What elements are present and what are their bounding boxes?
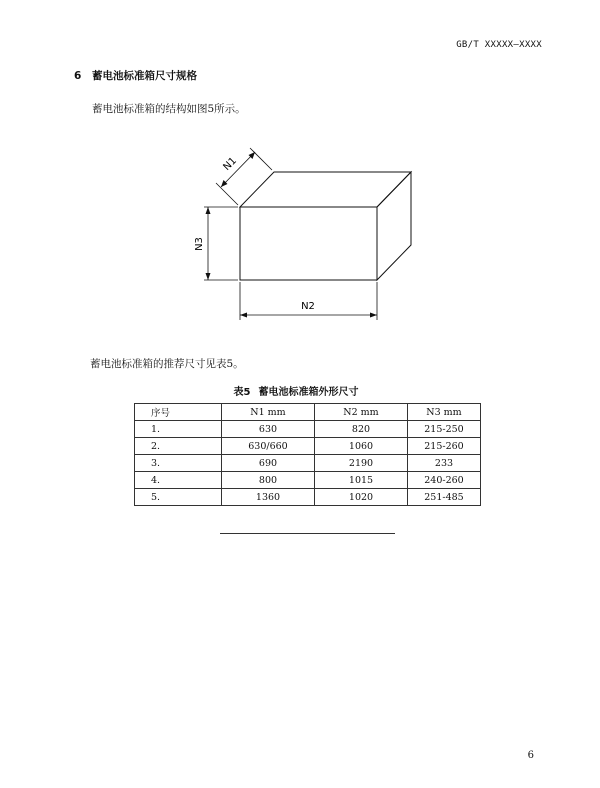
- box-front-face: [240, 207, 377, 280]
- section-heading: [74, 68, 197, 83]
- cell-index: 4.: [135, 472, 222, 489]
- table-row: [135, 421, 481, 438]
- n1-ext-far: [250, 148, 272, 170]
- table-caption-number: 表5: [233, 387, 251, 398]
- cell-n3: 240-260: [408, 472, 481, 489]
- header-n1: N1 mm: [222, 404, 315, 421]
- cell-index: 1.: [135, 421, 222, 438]
- battery-box-figure: [190, 140, 430, 330]
- header-index: 序号: [135, 404, 222, 421]
- n1-label: N1: [221, 155, 240, 174]
- table-row: [135, 455, 481, 472]
- end-rule: [220, 533, 395, 534]
- cell-n3: 215-250: [408, 421, 481, 438]
- cell-index: 5.: [135, 489, 222, 506]
- cell-index: 3.: [135, 455, 222, 472]
- cell-n3: 215-260: [408, 438, 481, 455]
- cell-n1: 690: [222, 455, 315, 472]
- box-top-face: [240, 172, 411, 207]
- table-caption: [0, 383, 600, 398]
- n2-arrow-left: [240, 313, 247, 318]
- n3-label: N3: [194, 237, 205, 251]
- table-row: [135, 438, 481, 455]
- intro-paragraph: 蓄电池标准箱的结构如图5所示。: [92, 103, 246, 115]
- cell-n2: 2190: [315, 455, 408, 472]
- section-number: 6: [74, 70, 82, 82]
- reference-paragraph: 蓄电池标准箱的推荐尺寸见表5。: [90, 358, 244, 370]
- cell-n2: 1020: [315, 489, 408, 506]
- header-n2: N2 mm: [315, 404, 408, 421]
- cell-n3: 251-485: [408, 489, 481, 506]
- cell-n1: 1360: [222, 489, 315, 506]
- box-side-face: [377, 172, 411, 280]
- table-row: [135, 489, 481, 506]
- cell-n1: 800: [222, 472, 315, 489]
- cell-index: 2.: [135, 438, 222, 455]
- cell-n2: 1015: [315, 472, 408, 489]
- cell-n2: 1060: [315, 438, 408, 455]
- cell-n2: 820: [315, 421, 408, 438]
- standard-number: GB/T XXXXX—XXXX: [456, 40, 542, 50]
- n3-arrow-bottom: [206, 273, 211, 280]
- page-number: 6: [527, 750, 534, 761]
- n2-label: N2: [301, 301, 315, 312]
- n1-ext-near: [216, 183, 238, 205]
- dimensions-table: [134, 403, 481, 506]
- cell-n3: 233: [408, 455, 481, 472]
- table-caption-title: 蓄电池标准箱外形尺寸: [258, 387, 359, 398]
- table-header-row: [135, 404, 481, 421]
- header-n3: N3 mm: [408, 404, 481, 421]
- n3-arrow-top: [206, 207, 211, 214]
- cell-n1: 630/660: [222, 438, 315, 455]
- cell-n1: 630: [222, 421, 315, 438]
- table-row: [135, 472, 481, 489]
- n2-arrow-right: [370, 313, 377, 318]
- section-title: 蓄电池标准箱尺寸规格: [92, 70, 197, 82]
